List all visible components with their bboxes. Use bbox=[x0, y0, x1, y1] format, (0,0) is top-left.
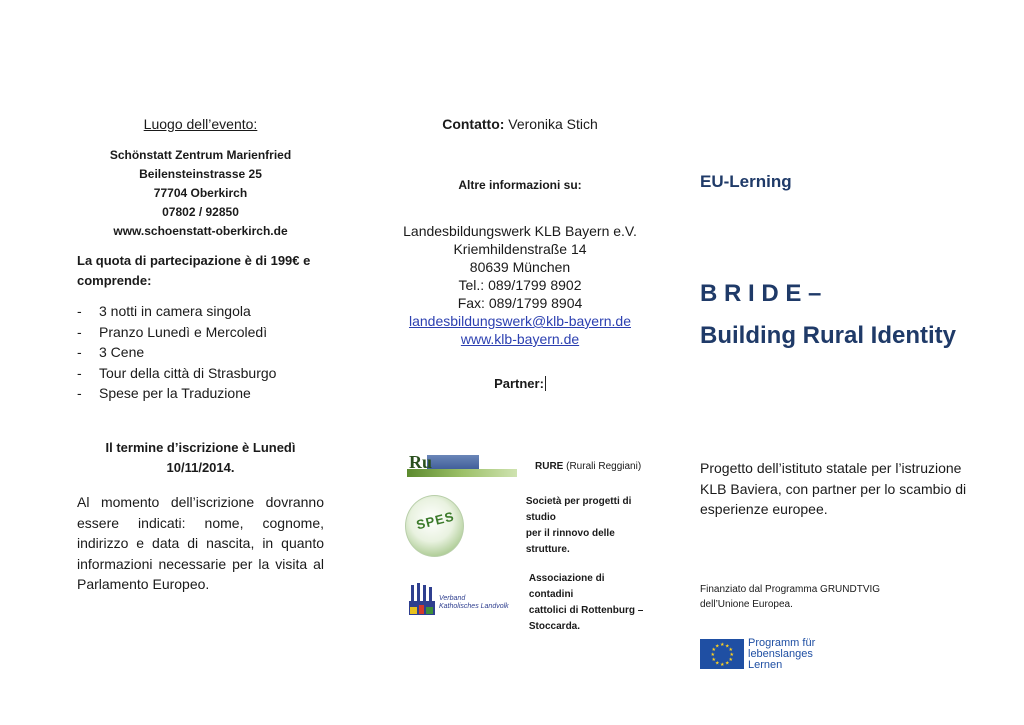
spes-desc-line-1: Società per progetti di studio bbox=[525, 496, 632, 523]
svg-text:★: ★ bbox=[725, 660, 730, 667]
bullet-dash: - bbox=[77, 344, 82, 361]
list-item bbox=[77, 301, 324, 322]
svg-text:★: ★ bbox=[720, 642, 725, 649]
fee-heading-line-1: La quota di partecipazione è di 199€ e bbox=[77, 253, 311, 268]
venue-name: Schönstatt Zentrum Marienfried bbox=[109, 148, 292, 162]
list-item-text: 3 Cene bbox=[99, 344, 145, 361]
klb-logo-text-1: Verband bbox=[439, 595, 466, 602]
list-item bbox=[77, 363, 324, 384]
eu-learning-label: EU-Lerning bbox=[700, 172, 792, 191]
partner-heading bbox=[395, 376, 645, 391]
bullet-dash: - bbox=[77, 385, 82, 402]
list-item bbox=[77, 342, 324, 363]
contact-label: Contatto: bbox=[442, 116, 505, 132]
spes-logo-text: SPES bbox=[414, 508, 456, 533]
list-item-text: Spese per la Traduzione bbox=[99, 385, 251, 402]
svg-text:★: ★ bbox=[715, 643, 720, 650]
klb-logo-icon bbox=[407, 583, 437, 619]
eu-flag-icon bbox=[700, 639, 744, 669]
venue-website[interactable]: www.schoenstatt-oberkirch.de bbox=[113, 224, 288, 238]
klb-logo bbox=[407, 583, 513, 623]
rure-description bbox=[535, 459, 641, 475]
fee-heading bbox=[77, 251, 324, 291]
svg-text:★: ★ bbox=[710, 652, 715, 659]
partner-rure bbox=[407, 452, 641, 482]
partner-heading-text: Partner: bbox=[494, 376, 544, 391]
bullet-dash: - bbox=[77, 323, 82, 340]
spes-description bbox=[526, 494, 645, 558]
partner-spes bbox=[405, 494, 645, 558]
org-phone: Tel.: 089/1799 8902 bbox=[458, 277, 582, 293]
spes-desc-line-2: per il rinnovo delle strutture. bbox=[525, 528, 615, 555]
title-bride: B R I D E – bbox=[700, 280, 822, 307]
more-info-heading: Altre informazioni su: bbox=[458, 178, 582, 192]
bullet-dash: - bbox=[77, 364, 82, 381]
org-website-link[interactable]: www.klb-bayern.de bbox=[460, 331, 580, 347]
spes-logo bbox=[405, 495, 464, 557]
org-address bbox=[395, 222, 645, 348]
project-column bbox=[700, 172, 990, 671]
list-item-text: 3 notti in camera singola bbox=[99, 303, 251, 319]
org-fax: Fax: 089/1799 8904 bbox=[457, 295, 583, 311]
funding-line-2: dell’Unione Europea. bbox=[700, 598, 793, 610]
klb-desc-line-2: cattolici di Rottenburg – bbox=[528, 605, 644, 616]
klb-logo-text bbox=[439, 595, 509, 611]
svg-text:★: ★ bbox=[711, 657, 716, 664]
rure-logo-text: Ru bbox=[409, 452, 433, 472]
svg-text:★: ★ bbox=[728, 657, 733, 664]
project-description: Progetto dell’istituto statale per l’istruzione KLB Baviera, con partner per lo scambio di esperienze europee. bbox=[700, 460, 967, 518]
rure-logo bbox=[407, 452, 519, 482]
svg-text:★: ★ bbox=[728, 647, 733, 654]
eu-logo-text bbox=[748, 638, 815, 671]
venue-phone: 07802 / 92850 bbox=[162, 205, 239, 219]
venue-address bbox=[77, 146, 324, 241]
text-cursor bbox=[545, 376, 546, 391]
eu-logo-line-3: Lernen bbox=[748, 658, 783, 671]
includes-list bbox=[77, 301, 324, 404]
eu-lifelong-learning-logo bbox=[700, 638, 990, 671]
org-name: Landesbildungswerk KLB Bayern e.V. bbox=[403, 223, 637, 239]
funding-note bbox=[700, 582, 990, 612]
svg-text:★: ★ bbox=[725, 643, 730, 650]
org-street: Kriemhildenstraße 14 bbox=[453, 241, 587, 257]
event-column bbox=[77, 116, 324, 595]
klb-logo-text-2: Katholisches Landvolk bbox=[439, 603, 509, 610]
rure-desc: (Rurali Reggiani) bbox=[563, 461, 642, 472]
svg-text:★: ★ bbox=[715, 660, 720, 667]
deadline-line-1: Il termine d’iscrizione è Lunedì bbox=[105, 439, 296, 455]
list-item bbox=[77, 322, 324, 343]
org-email-link[interactable]: landesbildungswerk@klb-bayern.de bbox=[408, 313, 631, 329]
eu-logo-line-2: lebenslanges bbox=[748, 647, 813, 660]
list-item-text: Tour della città di Strasburgo bbox=[99, 364, 277, 381]
fee-heading-line-2: comprende: bbox=[77, 273, 152, 288]
funding-line-1: Finanziato dal Programma GRUNDTVIG bbox=[700, 583, 881, 595]
title-subtitle: Building Rural Identity bbox=[700, 322, 956, 349]
venue-street: Beilensteinstrasse 25 bbox=[139, 167, 262, 181]
registration-text: Al momento dell’iscrizione dovranno essere indicati: nome, cognome, indirizzo e data di nascita, in quanto informazioni necessarie per la visita al Parlamento Europeo. bbox=[77, 493, 324, 593]
list-item bbox=[77, 383, 324, 404]
svg-text:★: ★ bbox=[729, 652, 734, 659]
contact-line bbox=[395, 116, 645, 132]
org-city: 80639 München bbox=[469, 259, 571, 275]
contact-column bbox=[395, 116, 645, 632]
rure-name: RURE bbox=[535, 461, 564, 472]
deadline-line-2: 10/11/2014. bbox=[166, 459, 235, 475]
klb-desc-line-3: Stoccarda. bbox=[528, 621, 581, 632]
deadline bbox=[77, 438, 324, 478]
klb-desc-line-1: Associazione di contadini bbox=[528, 573, 605, 600]
contact-name: Veronika Stich bbox=[504, 116, 598, 132]
eu-logo-line-1: Programm für bbox=[748, 636, 816, 649]
list-item-text: Pranzo Lunedì e Mercoledì bbox=[99, 323, 268, 340]
svg-text:★: ★ bbox=[711, 647, 716, 654]
venue-heading: Luogo dell’evento: bbox=[143, 116, 258, 132]
klb-description bbox=[529, 571, 645, 635]
svg-text:★: ★ bbox=[720, 662, 725, 669]
venue-city: 77704 Oberkirch bbox=[153, 186, 248, 200]
bullet-dash: - bbox=[77, 303, 82, 319]
partner-klb-rottenburg bbox=[407, 571, 645, 635]
